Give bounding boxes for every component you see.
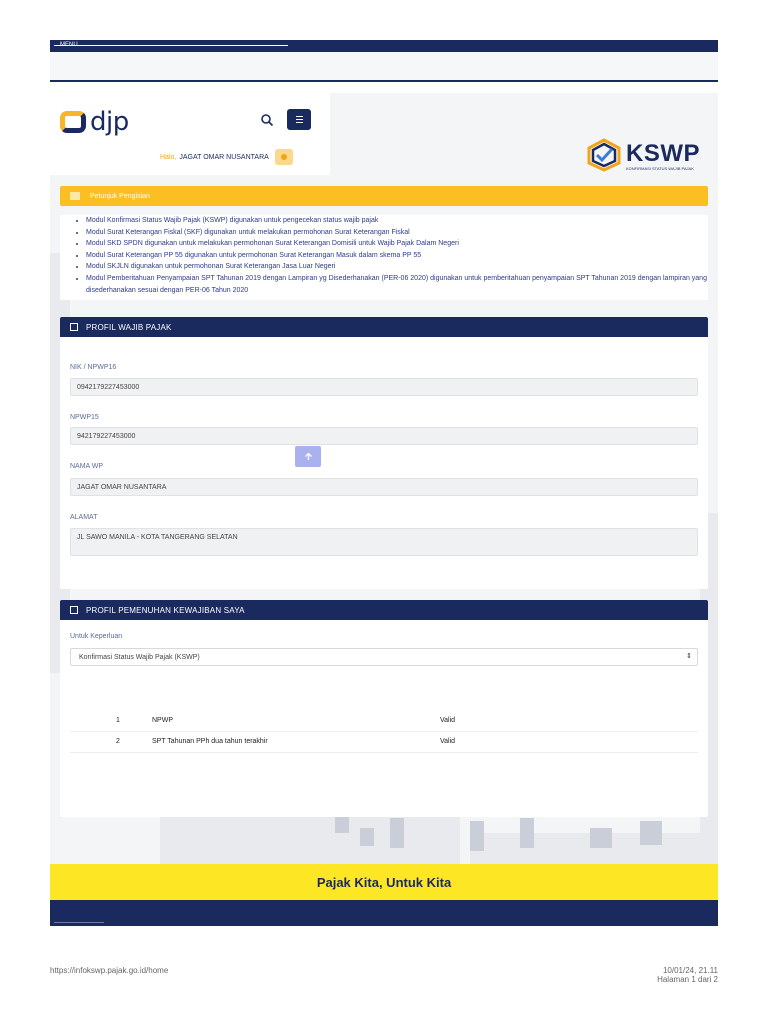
table-row xyxy=(70,710,698,731)
row-item: SPT Tahunan PPh dua tahun terakhir xyxy=(152,731,440,752)
nama-wp-field: JAGAT OMAR NUSANTARA xyxy=(70,478,698,496)
instructions-title: Petunjuk Pengisian xyxy=(90,192,150,200)
top-navbar xyxy=(50,40,718,52)
table-row xyxy=(70,731,698,752)
user-icon xyxy=(281,154,287,160)
instruction-item: • Modul Pemberitahuan Penyampaian SPT Tahunan 2019 dengan Lampiran yg Disederhanakan (PER-06 2020) digunakan untuk pemberitahuan penyampaian SPT Tahunan 2019 dengan lampiran yang disederhanakan sesuai dengan PER-06 Tahun 2020 xyxy=(86,273,708,296)
obligations-card-header xyxy=(60,600,708,620)
instruction-item: • Modul Konfirmasi Status Wajib Pajak (KSWP) digunakan untuk pengecekan status wajib pajak xyxy=(86,215,708,227)
tagline-banner xyxy=(50,864,718,900)
instructions-list xyxy=(60,215,708,300)
row-status: Valid xyxy=(440,731,698,752)
print-datetime: 10/01/24, 21.11 xyxy=(662,966,718,975)
purpose-select[interactable] xyxy=(70,648,698,666)
obligations-card-title: PROFIL PEMENUHAN KEWAJIBAN SAYA xyxy=(86,605,245,615)
menu-underline xyxy=(54,45,288,46)
user-greeting xyxy=(160,149,293,165)
djp-logo-icon xyxy=(60,111,86,133)
sub-navbar xyxy=(50,52,718,82)
profile-card xyxy=(60,317,708,589)
chevron-updown-icon: ⇕ xyxy=(686,653,692,660)
footer-divider xyxy=(54,922,104,923)
user-name: JAGAT OMAR NUSANTARA xyxy=(179,153,269,161)
djp-header-box xyxy=(50,93,330,175)
purpose-selected-value: Konfirmasi Status Wajib Pajak (KSWP) xyxy=(79,654,200,661)
print-url: https://infokswp.pajak.go.id/home xyxy=(50,966,169,975)
search-icon xyxy=(260,113,274,127)
obligations-table xyxy=(70,710,698,753)
row-item: NPWP xyxy=(152,710,440,731)
window xyxy=(360,828,374,846)
nama-wp-label: NAMA WP xyxy=(70,463,104,470)
nik-field: 0942179227453000 xyxy=(70,378,698,396)
kswp-logo xyxy=(586,138,706,174)
npwp15-label: NPWP15 xyxy=(70,414,99,421)
profile-card-title: PROFIL WAJIB PAJAK xyxy=(86,322,172,332)
alamat-label: ALAMAT xyxy=(70,514,98,521)
window xyxy=(470,821,484,851)
row-number: 2 xyxy=(70,731,152,752)
instruction-item: • Modul SKD SPDN digunakan untuk melakukan permohonan Surat Keterangan Domisili untuk Wajib Pajak Dalam Negeri xyxy=(86,238,708,250)
instruction-item: • Modul Surat Keterangan Fiskal (SKF) digunakan untuk melakukan permohonan Surat Keterangan Fiskal xyxy=(86,227,708,239)
copy-icon xyxy=(70,323,78,331)
hamburger-icon xyxy=(296,116,303,117)
alamat-field: JL SAWO MANILA - KOTA TANGERANG SELATAN xyxy=(70,528,698,556)
kswp-logo-text: KSWP xyxy=(626,140,700,167)
profile-card-header xyxy=(60,317,708,337)
window xyxy=(640,821,662,845)
arrow-up-icon xyxy=(304,452,313,461)
row-number: 1 xyxy=(70,710,152,731)
tagline-text: Pajak Kita, Untuk Kita xyxy=(316,874,452,890)
djp-logo-text: djp xyxy=(90,107,129,137)
window xyxy=(335,815,349,833)
purpose-label: Untuk Keperluan xyxy=(70,633,123,640)
print-meta xyxy=(657,966,718,984)
greeting-prefix: Halo, xyxy=(160,153,177,161)
obligations-card xyxy=(60,600,708,817)
search-button[interactable] xyxy=(260,113,274,127)
instruction-item: • Modul SKJLN digunakan untuk permohonan Surat Keterangan Jasa Luar Negeri xyxy=(86,261,708,273)
user-avatar-button[interactable] xyxy=(275,149,293,165)
hamburger-icon xyxy=(296,122,303,123)
hamburger-button[interactable] xyxy=(287,109,311,130)
npwp15-field: 942179227453000 xyxy=(70,427,698,445)
instructions-header xyxy=(60,186,708,206)
window xyxy=(590,828,612,848)
print-page-number: Halaman 1 dari 2 xyxy=(657,975,718,984)
window xyxy=(390,818,404,848)
site-footer xyxy=(50,900,718,926)
kswp-logo-icon xyxy=(586,138,622,172)
hamburger-icon xyxy=(296,119,303,120)
nik-label: NIK / NPWP16 xyxy=(70,364,117,371)
scroll-to-top-button[interactable] xyxy=(295,446,321,467)
kswp-logo-subtitle: KONFIRMASI STATUS WAJIB PAJAK xyxy=(626,166,694,171)
book-icon xyxy=(70,192,80,200)
copy-icon xyxy=(70,606,78,614)
djp-logo[interactable] xyxy=(60,107,129,137)
instruction-item: • Modul Surat Keterangan PP 55 digunakan untuk permohonan Surat Keterangan Masuk dalam skema PP 55 xyxy=(86,250,708,262)
row-status: Valid xyxy=(440,710,698,731)
window xyxy=(520,818,534,848)
